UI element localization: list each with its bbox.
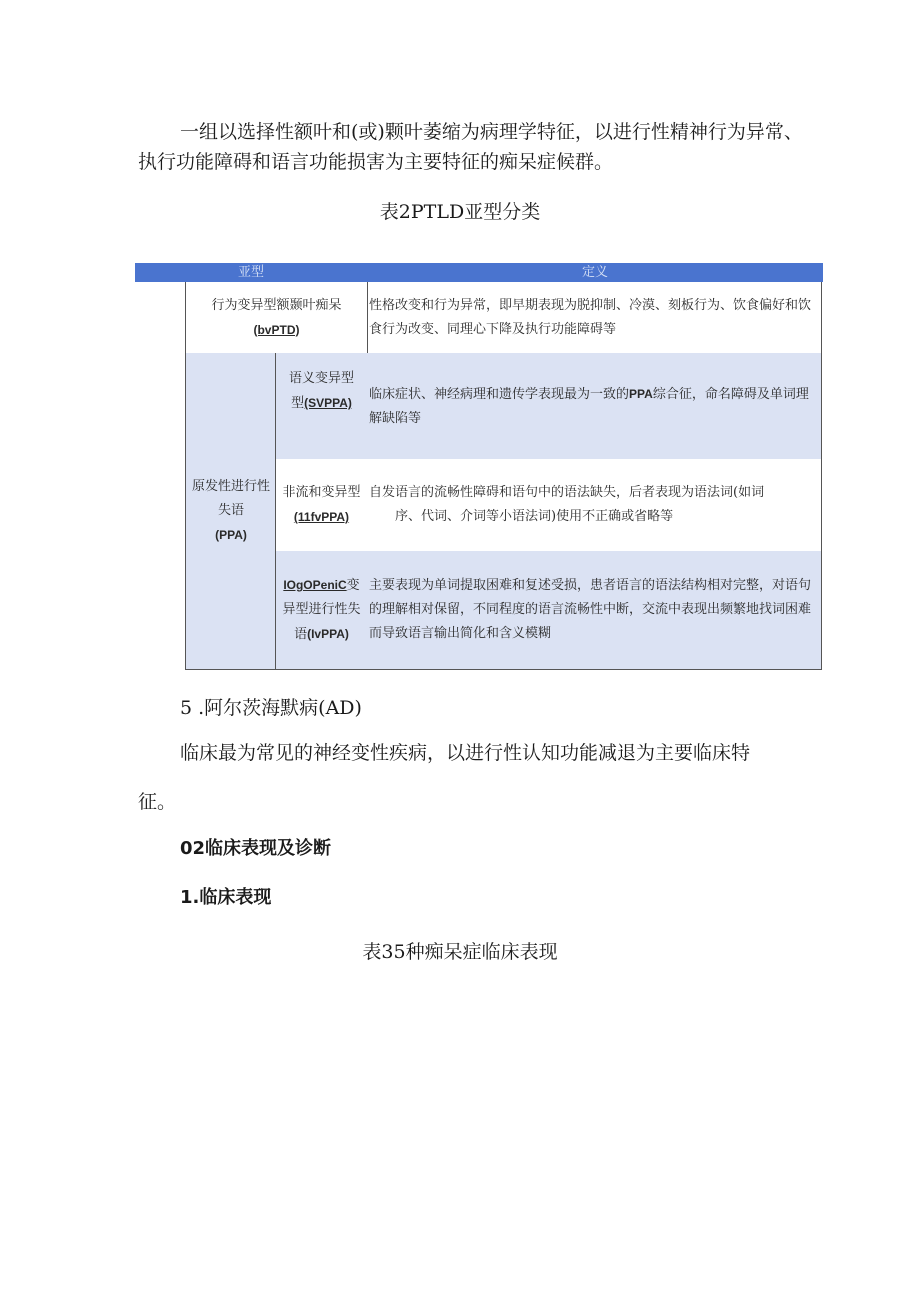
svppa-definition-a: 临床症状、神经病理和遗传学表现最为一致的	[369, 386, 630, 402]
lvppa-name-en: IOgOPeniC	[283, 578, 347, 592]
lvppa-abbr: (IvPPA)	[307, 627, 349, 641]
svppa-definition-b: PPA	[629, 386, 653, 401]
ad-description-line1: 临床最为常见的神经变性疾病，以进行性认知功能减退为主要临床特	[180, 742, 751, 764]
svppa-name-cell: 语义变异型 型(SVPPA)	[275, 353, 368, 460]
svppa-definition-cell	[367, 353, 822, 460]
ppa-abbr: (PPA)	[215, 528, 247, 542]
nfvppa-definition-line1: 自发语言的流畅性障碍和语句中的语法缺失，后者表现为语法词(如词	[369, 485, 765, 500]
lvppa-definition: 主要表现为单词提取困难和复述受损，患者语言的语法结构相对完整，对语句的理解相对保留，不同程度的语言流畅性中断，交流中表现出频繁地找词困难而导致语言输出简化和含义模糊	[369, 578, 812, 641]
bvptd-abbr: (bvPTD)	[253, 322, 300, 337]
nfvppa-definition-cell	[367, 459, 822, 552]
section-5-heading: 5 .阿尔茨海默病(AD)	[180, 697, 362, 719]
header-definition: 定义	[581, 265, 608, 280]
nfvppa-name-cell	[275, 459, 368, 552]
header-subtype: 亚型	[237, 265, 264, 280]
bvptd-definition: 性格改变和行为异常，即早期表现为脱抑制、冷漠、刻板行为、饮食偏好和饮食行为改变、同理心下降及执行功能障碍等	[369, 297, 812, 337]
lvppa-definition-cell	[367, 551, 822, 670]
lvppa-name-cell: IOgOPeniC变 异型进行性失 语(IvPPA)	[275, 551, 368, 670]
nfvppa-abbr: (11fvPPA)	[293, 510, 350, 524]
bvptd-definition-cell	[367, 282, 822, 354]
nfvppa-definition-line2: 序、代词、介词等小语法词)使用不正确或省略等	[395, 509, 674, 524]
section-02-heading: 02临床表现及诊断	[180, 838, 332, 859]
section-1-heading: 1.临床表现	[180, 887, 272, 908]
intro-paragraph: 一组以选择性额叶和(或)颗叶萎缩为病理学特征，以进行性精神行为异常、执行功能障碍和语言功能损害为主要特征的痴呆症候群。	[138, 121, 803, 173]
nfvppa-name: 非流和变异型	[282, 485, 361, 500]
ad-description-line2: 征。	[138, 791, 177, 813]
table2-caption: 表2PTLD亚型分类	[379, 201, 541, 223]
bvptd-name: 行为变异型额颞叶痴呆	[211, 297, 342, 313]
ppa-name: 原发性进行性失语	[191, 479, 270, 518]
ppa-name-cell	[185, 353, 276, 670]
svppa-abbr: (SVPPA)	[304, 396, 352, 410]
bvptd-name-cell	[185, 282, 368, 354]
table3-caption: 表35种痴呆症临床表现	[362, 941, 558, 963]
svppa-name: 语义变异型	[288, 371, 354, 386]
svppa-definition-c: 综合征，命名障碍及单词理解缺陷等	[369, 386, 809, 426]
table-header	[135, 263, 823, 282]
